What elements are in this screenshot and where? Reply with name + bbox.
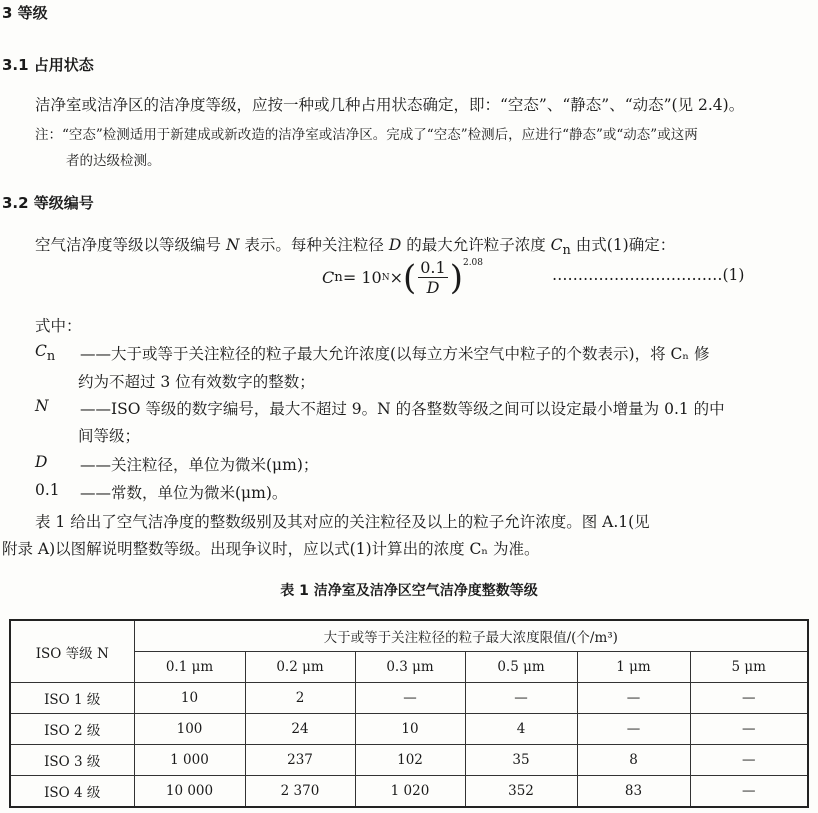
table-title: 表 1 洁净室及洁净区空气洁净度整数等级 bbox=[280, 583, 538, 599]
column-header: 5 μm bbox=[690, 652, 808, 683]
formula-times: × bbox=[389, 268, 403, 287]
numerator: 0.1 bbox=[420, 258, 446, 277]
table-cell: 4 bbox=[465, 714, 577, 745]
text: 的最大允许粒子浓度 bbox=[401, 236, 551, 254]
formula-1: C n = 10 N × ( $\frac{0.1}{D}$ ) $^{2.08}$ bbox=[322, 257, 484, 298]
def-text: ——大于或等于关注粒径的粒子最大允许浓度(以每立方米空气中粒子的个数表示)，将 Cₙ 修 bbox=[80, 345, 710, 363]
occupancy-paragraph: 洁净室或洁净区的洁净度等级，应按一种或几种占用状态确定，即：“空态”、“静态”、“动态”(见 2.4)。 bbox=[35, 96, 745, 114]
def-text: ——关注粒径，单位为微米(μm)； bbox=[80, 456, 319, 474]
table-cell: 8 bbox=[577, 745, 690, 776]
table-cell: ISO 3 级 bbox=[10, 745, 134, 776]
symbol-c: C bbox=[550, 236, 563, 254]
table-cell: ISO 1 级 bbox=[10, 683, 134, 714]
def-d bbox=[35, 453, 319, 474]
column-header: 0.3 μm bbox=[355, 652, 465, 683]
def-cn bbox=[35, 342, 710, 365]
table-cell: ISO 2 级 bbox=[10, 714, 134, 745]
def-sub: n bbox=[46, 349, 56, 365]
table-row bbox=[10, 745, 808, 776]
symbol-n: N bbox=[225, 236, 240, 254]
table-cell: — bbox=[355, 683, 465, 714]
def-text: ——常数，单位为微米(μm)。 bbox=[80, 484, 288, 502]
table-cell: 10 bbox=[355, 714, 465, 745]
table-cell: ISO 4 级 bbox=[10, 776, 134, 808]
note-line-2: 者的达级检测。 bbox=[66, 153, 161, 169]
def-symbol: D bbox=[35, 453, 48, 471]
table-cell: 10 000 bbox=[134, 776, 245, 808]
table-cell: — bbox=[465, 683, 577, 714]
text: 空气洁净度等级以等级编号 bbox=[35, 236, 226, 254]
formula-sub: n bbox=[334, 270, 343, 285]
def-n bbox=[35, 397, 725, 418]
text: 由式(1)确定： bbox=[570, 236, 676, 254]
section-heading-3-1: 3.1 占用状态 bbox=[2, 56, 94, 74]
def-n-cont: 间等级； bbox=[78, 427, 141, 445]
table-row bbox=[10, 683, 808, 714]
def-constant bbox=[35, 481, 288, 502]
table-cell: 1 000 bbox=[134, 745, 245, 776]
table-cell: 1 020 bbox=[355, 776, 465, 808]
where-label: 式中： bbox=[35, 317, 82, 335]
formula-base: = 10 bbox=[342, 268, 382, 287]
denominator: D bbox=[426, 278, 440, 297]
def-symbol: C bbox=[35, 342, 47, 360]
table-intro-line-2: 附录 A)以图解说明整数等级。出现争议时，应以式(1)计算出的浓度 Cₙ 为准。 bbox=[2, 540, 540, 558]
table-cell: 35 bbox=[465, 745, 577, 776]
table-cell: — bbox=[577, 683, 690, 714]
note-line-1: 注：“空态”检测适用于新建成或新改造的洁净室或洁净区。完成了“空态”检测后，应进行“静态”或“动态”或这两 bbox=[35, 127, 698, 143]
symbol-d: D bbox=[388, 236, 402, 254]
column-header: 0.1 μm bbox=[134, 652, 245, 683]
def-text: ——ISO 等级的数字编号，最大不超过 9。N 的各整数等级之间可以设定最小增量为 0.1 的中 bbox=[80, 400, 725, 418]
table-cell: — bbox=[577, 714, 690, 745]
table-cell: — bbox=[690, 683, 808, 714]
column-header: 0.2 μm bbox=[245, 652, 355, 683]
def-symbol: 0.1 bbox=[35, 481, 60, 499]
table-cell: 352 bbox=[465, 776, 577, 808]
class-number-paragraph bbox=[35, 233, 675, 258]
table-cell: 237 bbox=[245, 745, 355, 776]
def-symbol: N bbox=[35, 397, 49, 415]
equation-number: ……………………………(1) bbox=[552, 266, 745, 284]
table-row bbox=[10, 776, 808, 808]
table-cell: 100 bbox=[134, 714, 245, 745]
section-heading-3: 3 等级 bbox=[2, 4, 48, 22]
table-cell: 2 370 bbox=[245, 776, 355, 808]
table-cell: 24 bbox=[245, 714, 355, 745]
formula-fraction bbox=[418, 258, 447, 297]
table-row bbox=[10, 714, 808, 745]
formula-lhs: C bbox=[322, 268, 335, 287]
subscript: n bbox=[562, 243, 571, 259]
cleanliness-class-table bbox=[9, 619, 809, 808]
column-header: 0.5 μm bbox=[465, 652, 577, 683]
formula-exponent: 2.08 bbox=[462, 258, 484, 268]
table-intro-line-1: 表 1 给出了空气洁净度的整数级别及其对应的关注粒径及以上的粒子允许浓度。图 A.1(见 bbox=[35, 513, 650, 531]
section-heading-3-2: 3.2 等级编号 bbox=[2, 194, 94, 212]
def-cn-cont: 约为不超过 3 位有效数字的整数； bbox=[78, 373, 315, 391]
table-cell: 102 bbox=[355, 745, 465, 776]
text: 表示。每种关注粒径 bbox=[239, 236, 389, 254]
column-header: 1 μm bbox=[577, 652, 690, 683]
table-cell: 10 bbox=[134, 683, 245, 714]
formula-exp-n: N bbox=[381, 272, 390, 283]
table-cell: 83 bbox=[577, 776, 690, 808]
table-cell: — bbox=[690, 714, 808, 745]
table-cell: — bbox=[690, 776, 808, 808]
group-header: 大于或等于关注粒径的粒子最大浓度限值/(个/m³) bbox=[134, 620, 808, 652]
row-header: ISO 等级 N bbox=[10, 620, 134, 683]
table-cell: 2 bbox=[245, 683, 355, 714]
table-cell: — bbox=[690, 745, 808, 776]
table-body bbox=[10, 683, 808, 808]
